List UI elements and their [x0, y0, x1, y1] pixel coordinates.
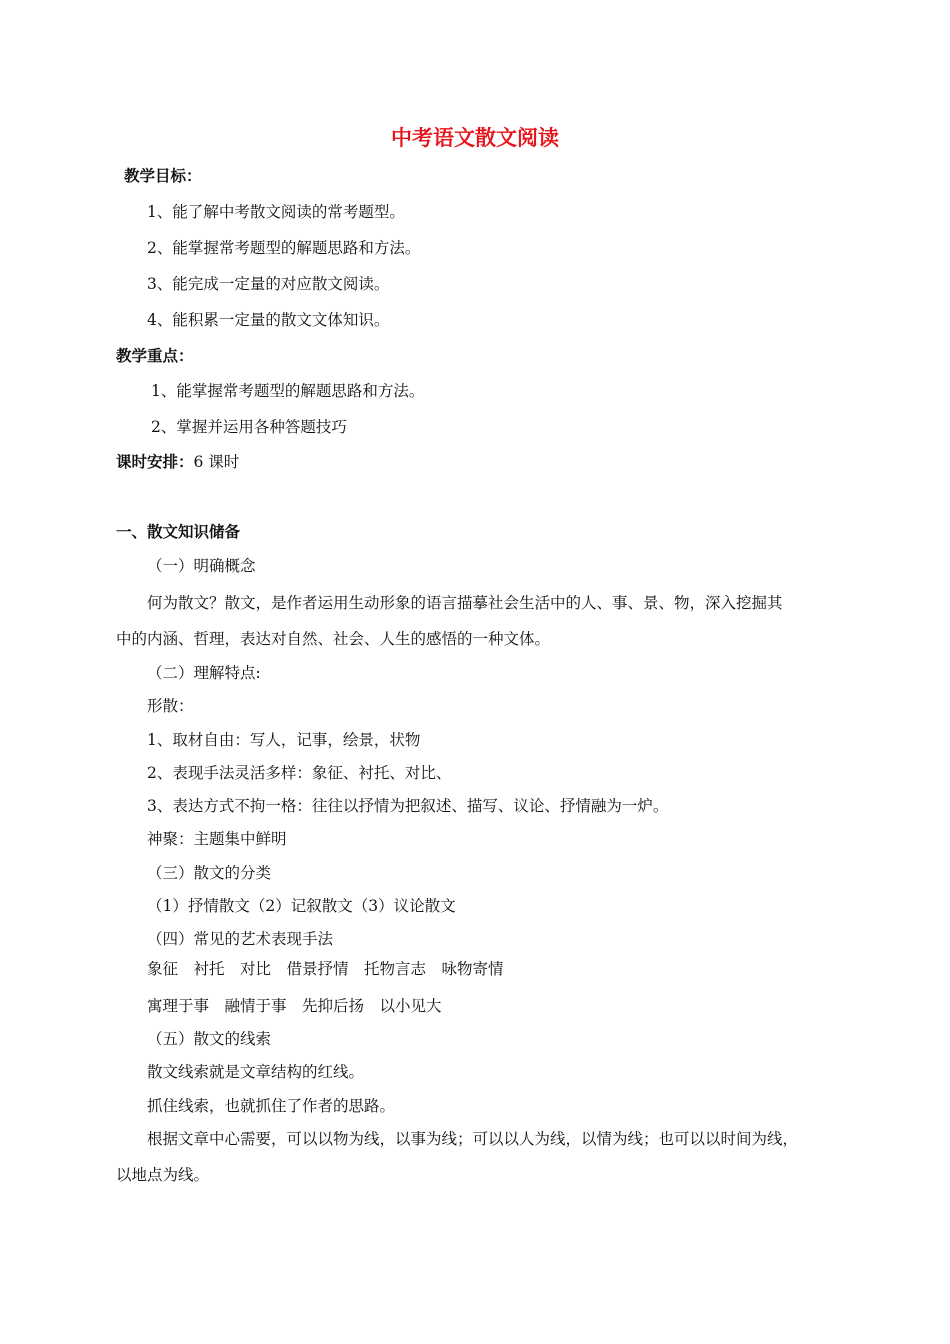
subheading-features: （二）理解特点: — [147, 664, 261, 682]
goals-heading: 教学目标： — [124, 166, 202, 185]
goal-item-3: 3、能完成一定量的对应散文阅读。 — [147, 275, 390, 293]
xingsan-item-1: 1、取材自由：写人，记事，绘景，状物 — [147, 731, 421, 749]
section1-heading: 一、散文知识储备 — [116, 522, 241, 541]
techniques-line-2: 寓理于事 融情于事 先抑后扬 以小见大 — [147, 997, 442, 1015]
xingsan-label: 形散： — [147, 697, 194, 715]
schedule-label: 课时安排： — [116, 452, 194, 471]
goal-item-2: 2、能掌握常考题型的解题思路和方法。 — [147, 239, 421, 257]
clue-line-3: 根据文章中心需要，可以以物为线，以事为线；可以以人为线，以情为线；也可以以时间为线， — [147, 1130, 799, 1148]
xingsan-item-3: 3、表达方式不拘一格：往往以抒情为把叙述、描写、议论、抒情融为一炉。 — [147, 797, 669, 815]
focus-item-1: 1、能掌握常考题型的解题思路和方法。 — [151, 382, 425, 400]
schedule-line — [116, 452, 239, 472]
shenju-line: 神聚：主题集中鲜明 — [147, 830, 287, 848]
subheading-clues: （五）散文的线索 — [147, 1030, 272, 1048]
categories-line: （1）抒情散文（2）记叙散文（3）议论散文 — [147, 897, 456, 915]
goal-item-4: 4、能积累一定量的散文文体知识。 — [147, 311, 390, 329]
xingsan-item-2: 2、表现手法灵活多样：象征、衬托、对比、 — [147, 764, 452, 782]
definition-line-1: 何为散文？散文，是作者运用生动形象的语言描摹社会生活中的人、事、景、物，深入挖掘其 — [147, 594, 783, 612]
schedule-value: 6 课时 — [193, 453, 240, 471]
clue-line-2: 抓住线索，也就抓住了作者的思路。 — [147, 1097, 396, 1115]
subheading-techniques: （四）常见的艺术表现手法 — [147, 930, 334, 948]
techniques-line-1: 象征 衬托 对比 借景抒情 托物言志 咏物寄情 — [147, 960, 504, 978]
definition-line-2: 中的内涵、哲理，表达对自然、社会、人生的感悟的一种文体。 — [116, 630, 551, 648]
focus-heading: 教学重点： — [116, 346, 194, 365]
clue-line-1: 散文线索就是文章结构的红线。 — [147, 1063, 365, 1081]
subheading-categories: （三）散文的分类 — [147, 864, 272, 882]
subheading-concept: （一）明确概念 — [147, 557, 256, 575]
page-title: 中考语文散文阅读 — [391, 125, 559, 150]
clue-line-4: 以地点为线。 — [116, 1166, 210, 1184]
focus-item-2: 2、掌握并运用各种答题技巧 — [151, 418, 347, 436]
goal-item-1: 1、能了解中考散文阅读的常考题型。 — [147, 203, 405, 221]
